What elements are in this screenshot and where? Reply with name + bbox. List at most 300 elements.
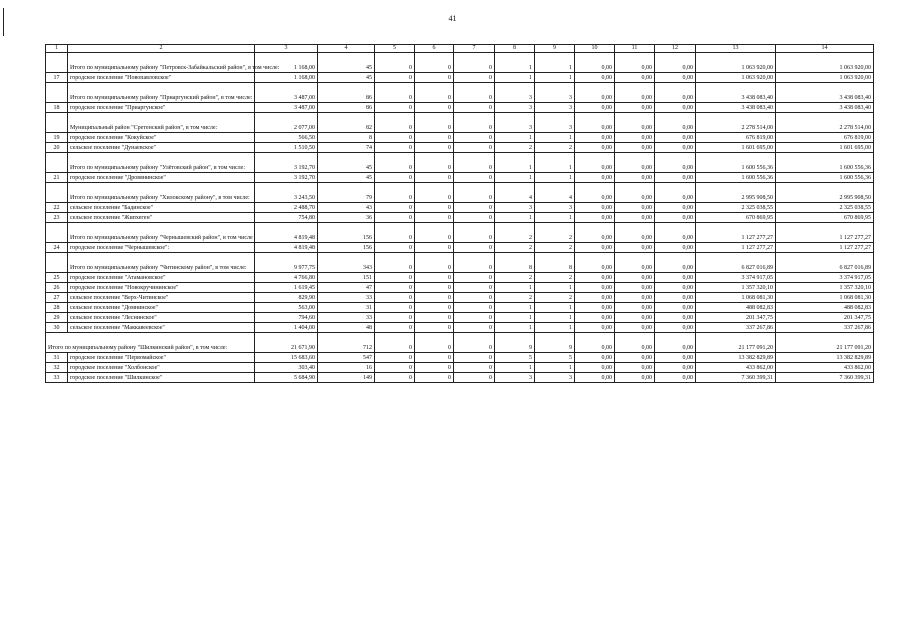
value-cell-c4: 33 bbox=[318, 293, 375, 303]
value-cell-c6: 0 bbox=[415, 253, 454, 273]
table-row bbox=[46, 373, 874, 383]
row-index-cell: 29 bbox=[46, 313, 68, 323]
row-name-cell: Итого по муниципальному району "Приаргунский район", в том числе: bbox=[68, 83, 255, 103]
row-index-cell bbox=[46, 53, 68, 73]
value-cell-c12: 0,00 bbox=[655, 283, 696, 293]
value-cell-c14: 13 382 829,89 bbox=[776, 353, 874, 363]
row-index-cell bbox=[46, 183, 68, 203]
row-name-cell: сельское поселение "Бадинское" bbox=[68, 203, 255, 213]
value-cell-c5: 0 bbox=[375, 153, 415, 173]
value-cell-c14: 488 082,83 bbox=[776, 303, 874, 313]
value-cell-c4: 47 bbox=[318, 283, 375, 293]
value-cell-c11: 0,00 bbox=[615, 153, 655, 173]
value-cell-c3: 9 977,75 bbox=[255, 253, 318, 273]
row-index-cell: 18 bbox=[46, 103, 68, 113]
value-cell-c5: 0 bbox=[375, 133, 415, 143]
value-cell-c11: 0,00 bbox=[615, 373, 655, 383]
row-index-cell: 20 bbox=[46, 143, 68, 153]
value-cell-c13: 6 827 016,89 bbox=[696, 253, 776, 273]
value-cell-c4: 45 bbox=[318, 73, 375, 83]
value-cell-c14: 2 278 514,00 bbox=[776, 113, 874, 133]
value-cell-c13: 2 325 038,55 bbox=[696, 203, 776, 213]
value-cell-c10: 0,00 bbox=[575, 213, 615, 223]
value-cell-c5: 0 bbox=[375, 353, 415, 363]
value-cell-c13: 433 862,00 bbox=[696, 363, 776, 373]
value-cell-c7: 0 bbox=[454, 83, 495, 103]
value-cell-c4: 43 bbox=[318, 203, 375, 213]
value-cell-c6: 0 bbox=[415, 203, 454, 213]
row-index-cell: 28 bbox=[46, 303, 68, 313]
row-name-cell: Итого по муниципальному району "Чернышевский район", в том числе bbox=[68, 223, 255, 243]
value-cell-c12: 0,00 bbox=[655, 303, 696, 313]
value-cell-c5: 0 bbox=[375, 223, 415, 243]
value-cell-c9: 2 bbox=[535, 223, 575, 243]
table-row bbox=[46, 323, 874, 333]
value-cell-c5: 0 bbox=[375, 203, 415, 213]
value-cell-c12: 0,00 bbox=[655, 213, 696, 223]
value-cell-c14: 1 068 081,30 bbox=[776, 293, 874, 303]
column-header: 10 bbox=[575, 45, 615, 53]
value-cell-c7: 0 bbox=[454, 243, 495, 253]
value-cell-c9: 1 bbox=[535, 153, 575, 173]
value-cell-c9: 1 bbox=[535, 283, 575, 293]
column-header: 13 bbox=[696, 45, 776, 53]
value-cell-c4: 79 bbox=[318, 183, 375, 203]
row-name-cell: сельское поселение "Домнинское" bbox=[68, 303, 255, 313]
value-cell-c14: 433 862,00 bbox=[776, 363, 874, 373]
value-cell-c12: 0,00 bbox=[655, 243, 696, 253]
value-cell-c7: 0 bbox=[454, 103, 495, 113]
value-cell-c3: 15 683,60 bbox=[255, 353, 318, 363]
value-cell-c10: 0,00 bbox=[575, 173, 615, 183]
value-cell-c10: 0,00 bbox=[575, 323, 615, 333]
row-name-cell: Итого по муниципальному району "Петровск-Забайкальский район", в том числе: bbox=[68, 53, 255, 73]
value-cell-c13: 1 127 277,27 bbox=[696, 243, 776, 253]
value-cell-c3: 3 487,00 bbox=[255, 83, 318, 103]
value-cell-c3: 566,50 bbox=[255, 133, 318, 143]
value-cell-c5: 0 bbox=[375, 293, 415, 303]
value-cell-c3: 1 404,00 bbox=[255, 323, 318, 333]
value-cell-c11: 0,00 bbox=[615, 253, 655, 273]
value-cell-c8: 1 bbox=[495, 133, 535, 143]
value-cell-c3: 1 168,00 bbox=[255, 53, 318, 73]
value-cell-c6: 0 bbox=[415, 103, 454, 113]
row-index-cell bbox=[46, 113, 68, 133]
value-cell-c14: 1 127 277,27 bbox=[776, 223, 874, 243]
value-cell-c7: 0 bbox=[454, 173, 495, 183]
value-cell-c9: 1 bbox=[535, 303, 575, 313]
value-cell-c10: 0,00 bbox=[575, 143, 615, 153]
value-cell-c4: 156 bbox=[318, 223, 375, 243]
subtotal-row bbox=[46, 83, 874, 103]
value-cell-c3: 3 192,70 bbox=[255, 173, 318, 183]
value-cell-c8: 2 bbox=[495, 243, 535, 253]
value-cell-c3: 1 168,00 bbox=[255, 73, 318, 83]
value-cell-c13: 488 082,83 bbox=[696, 303, 776, 313]
value-cell-c7: 0 bbox=[454, 73, 495, 83]
value-cell-c12: 0,00 bbox=[655, 153, 696, 173]
value-cell-c4: 547 bbox=[318, 353, 375, 363]
value-cell-c12: 0,00 bbox=[655, 143, 696, 153]
value-cell-c4: 343 bbox=[318, 253, 375, 273]
value-cell-c6: 0 bbox=[415, 363, 454, 373]
value-cell-c12: 0,00 bbox=[655, 83, 696, 103]
value-cell-c4: 45 bbox=[318, 53, 375, 73]
subtotal-row bbox=[46, 183, 874, 203]
value-cell-c11: 0,00 bbox=[615, 103, 655, 113]
value-cell-c8: 1 bbox=[495, 283, 535, 293]
value-cell-c10: 0,00 bbox=[575, 363, 615, 373]
value-cell-c14: 337 267,86 bbox=[776, 323, 874, 333]
value-cell-c6: 0 bbox=[415, 283, 454, 293]
value-cell-c10: 0,00 bbox=[575, 73, 615, 83]
value-cell-c9: 1 bbox=[535, 213, 575, 223]
row-index-cell: 32 bbox=[46, 363, 68, 373]
row-name-cell: Итого по муниципальному району "Хилокскому району", в том числе: bbox=[68, 183, 255, 203]
row-index-cell: 30 bbox=[46, 323, 68, 333]
table-row bbox=[46, 143, 874, 153]
value-cell-c11: 0,00 bbox=[615, 143, 655, 153]
value-cell-c13: 3 438 083,40 bbox=[696, 103, 776, 113]
value-cell-c8: 1 bbox=[495, 73, 535, 83]
value-cell-c13: 21 177 091,20 bbox=[696, 333, 776, 353]
row-name-cell: городское поселение "Новокручининское" bbox=[68, 283, 255, 293]
column-header: 7 bbox=[454, 45, 495, 53]
value-cell-c10: 0,00 bbox=[575, 293, 615, 303]
row-index-cell bbox=[46, 223, 68, 243]
row-index-cell: 22 bbox=[46, 203, 68, 213]
value-cell-c5: 0 bbox=[375, 373, 415, 383]
value-cell-c7: 0 bbox=[454, 153, 495, 173]
value-cell-c13: 676 819,00 bbox=[696, 133, 776, 143]
row-index-cell bbox=[46, 253, 68, 273]
value-cell-c8: 2 bbox=[495, 223, 535, 243]
value-cell-c6: 0 bbox=[415, 83, 454, 103]
value-cell-c3: 1 619,45 bbox=[255, 283, 318, 293]
value-cell-c8: 1 bbox=[495, 313, 535, 323]
row-name-cell: Муниципальный район "Сретенский район", в том числе: bbox=[68, 113, 255, 133]
value-cell-c14: 3 374 917,05 bbox=[776, 273, 874, 283]
value-cell-c5: 0 bbox=[375, 273, 415, 283]
column-header: 14 bbox=[776, 45, 874, 53]
row-name-cell: Итого по муниципальному району "Шилкинский район", в том числе: bbox=[46, 333, 255, 353]
value-cell-c6: 0 bbox=[415, 213, 454, 223]
row-index-cell: 17 bbox=[46, 73, 68, 83]
value-cell-c9: 9 bbox=[535, 333, 575, 353]
value-cell-c10: 0,00 bbox=[575, 273, 615, 283]
value-cell-c6: 0 bbox=[415, 313, 454, 323]
value-cell-c9: 3 bbox=[535, 83, 575, 103]
value-cell-c4: 86 bbox=[318, 83, 375, 103]
value-cell-c8: 3 bbox=[495, 113, 535, 133]
row-name-cell: городское поселение "Приаргунское" bbox=[68, 103, 255, 113]
value-cell-c10: 0,00 bbox=[575, 253, 615, 273]
value-cell-c4: 8 bbox=[318, 133, 375, 143]
column-header: 2 bbox=[68, 45, 255, 53]
row-index-cell: 26 bbox=[46, 283, 68, 293]
value-cell-c6: 0 bbox=[415, 143, 454, 153]
value-cell-c6: 0 bbox=[415, 183, 454, 203]
value-cell-c12: 0,00 bbox=[655, 223, 696, 243]
value-cell-c7: 0 bbox=[454, 253, 495, 273]
subtotal-row bbox=[46, 333, 874, 353]
row-name-cell: городское поселение "Атамановское" bbox=[68, 273, 255, 283]
value-cell-c11: 0,00 bbox=[615, 133, 655, 143]
value-cell-c11: 0,00 bbox=[615, 113, 655, 133]
value-cell-c11: 0,00 bbox=[615, 223, 655, 243]
value-cell-c10: 0,00 bbox=[575, 53, 615, 73]
value-cell-c8: 2 bbox=[495, 273, 535, 283]
value-cell-c8: 1 bbox=[495, 153, 535, 173]
value-cell-c12: 0,00 bbox=[655, 203, 696, 213]
value-cell-c11: 0,00 bbox=[615, 183, 655, 203]
value-cell-c3: 4 819,48 bbox=[255, 223, 318, 243]
value-cell-c3: 2 077,00 bbox=[255, 113, 318, 133]
value-cell-c5: 0 bbox=[375, 283, 415, 293]
table-row bbox=[46, 173, 874, 183]
value-cell-c12: 0,00 bbox=[655, 323, 696, 333]
value-cell-c10: 0,00 bbox=[575, 303, 615, 313]
value-cell-c14: 670 869,95 bbox=[776, 213, 874, 223]
value-cell-c6: 0 bbox=[415, 303, 454, 313]
value-cell-c9: 3 bbox=[535, 203, 575, 213]
value-cell-c11: 0,00 bbox=[615, 363, 655, 373]
value-cell-c13: 670 869,95 bbox=[696, 213, 776, 223]
value-cell-c14: 1 063 920,00 bbox=[776, 53, 874, 73]
value-cell-c13: 1 063 920,00 bbox=[696, 73, 776, 83]
value-cell-c3: 3 243,50 bbox=[255, 183, 318, 203]
value-cell-c11: 0,00 bbox=[615, 333, 655, 353]
value-cell-c8: 3 bbox=[495, 373, 535, 383]
value-cell-c10: 0,00 bbox=[575, 333, 615, 353]
subtotal-row bbox=[46, 223, 874, 243]
column-header: 6 bbox=[415, 45, 454, 53]
value-cell-c10: 0,00 bbox=[575, 283, 615, 293]
value-cell-c10: 0,00 bbox=[575, 313, 615, 323]
value-cell-c5: 0 bbox=[375, 173, 415, 183]
value-cell-c12: 0,00 bbox=[655, 73, 696, 83]
value-cell-c6: 0 bbox=[415, 273, 454, 283]
value-cell-c9: 1 bbox=[535, 73, 575, 83]
column-header: 4 bbox=[318, 45, 375, 53]
row-name-cell: городское поселение "Кокуйское" bbox=[68, 133, 255, 143]
value-cell-c6: 0 bbox=[415, 113, 454, 133]
row-name-cell: городское поселение "Холбонское" bbox=[68, 363, 255, 373]
value-cell-c14: 201 347,75 bbox=[776, 313, 874, 323]
value-cell-c3: 3 192,70 bbox=[255, 153, 318, 173]
page-number: 41 bbox=[448, 14, 457, 23]
value-cell-c12: 0,00 bbox=[655, 293, 696, 303]
row-index-cell: 33 bbox=[46, 373, 68, 383]
column-header: 3 bbox=[255, 45, 318, 53]
value-cell-c9: 4 bbox=[535, 183, 575, 203]
table-row bbox=[46, 303, 874, 313]
value-cell-c8: 1 bbox=[495, 323, 535, 333]
table-row bbox=[46, 243, 874, 253]
column-header: 1 bbox=[46, 45, 68, 53]
value-cell-c4: 82 bbox=[318, 113, 375, 133]
value-cell-c9: 2 bbox=[535, 293, 575, 303]
row-name-cell: городское поселение "Дровянинское" bbox=[68, 173, 255, 183]
column-header: 5 bbox=[375, 45, 415, 53]
value-cell-c7: 0 bbox=[454, 323, 495, 333]
value-cell-c5: 0 bbox=[375, 143, 415, 153]
value-cell-c8: 4 bbox=[495, 183, 535, 203]
row-index-cell: 23 bbox=[46, 213, 68, 223]
value-cell-c12: 0,00 bbox=[655, 253, 696, 273]
table-row bbox=[46, 103, 874, 113]
row-name-cell: Итого по муниципальному району "Улётовский район", в том числе: bbox=[68, 153, 255, 173]
row-name-cell: сельское поселение "Верх-Читинское" bbox=[68, 293, 255, 303]
value-cell-c5: 0 bbox=[375, 103, 415, 113]
row-name-cell: сельское поселение "Леснинское" bbox=[68, 313, 255, 323]
value-cell-c7: 0 bbox=[454, 273, 495, 283]
value-cell-c4: 149 bbox=[318, 373, 375, 383]
row-name-cell: Итого по муниципальному району "Читинскому район", в том числе: bbox=[68, 253, 255, 273]
subtotal-row bbox=[46, 153, 874, 173]
value-cell-c6: 0 bbox=[415, 133, 454, 143]
value-cell-c13: 13 382 829,89 bbox=[696, 353, 776, 363]
value-cell-c7: 0 bbox=[454, 283, 495, 293]
table-row bbox=[46, 293, 874, 303]
row-index-cell bbox=[46, 83, 68, 103]
value-cell-c10: 0,00 bbox=[575, 133, 615, 143]
table-row bbox=[46, 273, 874, 283]
row-index-cell: 21 bbox=[46, 173, 68, 183]
value-cell-c8: 1 bbox=[495, 53, 535, 73]
value-cell-c13: 1 600 556,36 bbox=[696, 173, 776, 183]
value-cell-c3: 563,00 bbox=[255, 303, 318, 313]
row-index-cell: 31 bbox=[46, 353, 68, 363]
value-cell-c12: 0,00 bbox=[655, 103, 696, 113]
value-cell-c14: 676 819,00 bbox=[776, 133, 874, 143]
value-cell-c11: 0,00 bbox=[615, 323, 655, 333]
value-cell-c5: 0 bbox=[375, 333, 415, 353]
value-cell-c9: 1 bbox=[535, 323, 575, 333]
row-index-cell bbox=[46, 153, 68, 173]
value-cell-c11: 0,00 bbox=[615, 203, 655, 213]
value-cell-c8: 1 bbox=[495, 303, 535, 313]
value-cell-c7: 0 bbox=[454, 373, 495, 383]
value-cell-c3: 1 510,50 bbox=[255, 143, 318, 153]
value-cell-c14: 2 325 038,55 bbox=[776, 203, 874, 213]
value-cell-c7: 0 bbox=[454, 53, 495, 73]
value-cell-c5: 0 bbox=[375, 253, 415, 273]
value-cell-c4: 86 bbox=[318, 103, 375, 113]
table-row bbox=[46, 353, 874, 363]
value-cell-c5: 0 bbox=[375, 83, 415, 103]
value-cell-c8: 1 bbox=[495, 213, 535, 223]
value-cell-c10: 0,00 bbox=[575, 183, 615, 203]
value-cell-c11: 0,00 bbox=[615, 53, 655, 73]
value-cell-c8: 1 bbox=[495, 363, 535, 373]
value-cell-c6: 0 bbox=[415, 53, 454, 73]
value-cell-c7: 0 bbox=[454, 303, 495, 313]
value-cell-c6: 0 bbox=[415, 293, 454, 303]
value-cell-c3: 303,40 bbox=[255, 363, 318, 373]
value-cell-c11: 0,00 bbox=[615, 243, 655, 253]
value-cell-c7: 0 bbox=[454, 293, 495, 303]
value-cell-c13: 2 278 514,00 bbox=[696, 113, 776, 133]
value-cell-c5: 0 bbox=[375, 243, 415, 253]
value-cell-c13: 1 068 081,30 bbox=[696, 293, 776, 303]
value-cell-c4: 45 bbox=[318, 173, 375, 183]
value-cell-c3: 829,90 bbox=[255, 293, 318, 303]
value-cell-c14: 1 063 920,00 bbox=[776, 73, 874, 83]
column-header: 12 bbox=[655, 45, 696, 53]
row-name-cell: городское поселение "Первомайское" bbox=[68, 353, 255, 363]
row-name-cell: городское поселение "Шилкинское" bbox=[68, 373, 255, 383]
value-cell-c12: 0,00 bbox=[655, 363, 696, 373]
row-index-cell: 27 bbox=[46, 293, 68, 303]
value-cell-c12: 0,00 bbox=[655, 373, 696, 383]
value-cell-c14: 21 177 091,20 bbox=[776, 333, 874, 353]
value-cell-c3: 794,60 bbox=[255, 313, 318, 323]
value-cell-c11: 0,00 bbox=[615, 73, 655, 83]
row-name-cell: сельское поселение "Маккавеевское" bbox=[68, 323, 255, 333]
value-cell-c11: 0,00 bbox=[615, 353, 655, 363]
value-cell-c13: 1 063 920,00 bbox=[696, 53, 776, 73]
value-cell-c4: 45 bbox=[318, 153, 375, 173]
value-cell-c5: 0 bbox=[375, 213, 415, 223]
value-cell-c14: 3 438 083,40 bbox=[776, 83, 874, 103]
value-cell-c12: 0,00 bbox=[655, 273, 696, 283]
value-cell-c9: 1 bbox=[535, 173, 575, 183]
value-cell-c13: 7 360 399,31 bbox=[696, 373, 776, 383]
row-index-cell: 24 bbox=[46, 243, 68, 253]
value-cell-c9: 1 bbox=[535, 53, 575, 73]
row-index-cell: 19 bbox=[46, 133, 68, 143]
value-cell-c5: 0 bbox=[375, 113, 415, 133]
value-cell-c5: 0 bbox=[375, 183, 415, 203]
value-cell-c5: 0 bbox=[375, 53, 415, 73]
column-header: 9 bbox=[535, 45, 575, 53]
value-cell-c9: 1 bbox=[535, 363, 575, 373]
value-cell-c14: 7 360 399,31 bbox=[776, 373, 874, 383]
value-cell-c7: 0 bbox=[454, 133, 495, 143]
value-cell-c6: 0 bbox=[415, 73, 454, 83]
row-name-cell: сельское поселение "Жипхеген" bbox=[68, 213, 255, 223]
value-cell-c6: 0 bbox=[415, 373, 454, 383]
value-cell-c5: 0 bbox=[375, 303, 415, 313]
value-cell-c13: 1 127 277,27 bbox=[696, 223, 776, 243]
value-cell-c4: 48 bbox=[318, 323, 375, 333]
table-row bbox=[46, 313, 874, 323]
value-cell-c7: 0 bbox=[454, 223, 495, 243]
value-cell-c7: 0 bbox=[454, 143, 495, 153]
value-cell-c10: 0,00 bbox=[575, 153, 615, 173]
value-cell-c9: 2 bbox=[535, 143, 575, 153]
value-cell-c7: 0 bbox=[454, 353, 495, 363]
value-cell-c3: 4 819,48 bbox=[255, 243, 318, 253]
value-cell-c6: 0 bbox=[415, 153, 454, 173]
table-row bbox=[46, 73, 874, 83]
value-cell-c9: 5 bbox=[535, 353, 575, 363]
value-cell-c14: 3 438 083,40 bbox=[776, 103, 874, 113]
value-cell-c12: 0,00 bbox=[655, 353, 696, 363]
value-cell-c6: 0 bbox=[415, 353, 454, 363]
table-row bbox=[46, 363, 874, 373]
value-cell-c4: 16 bbox=[318, 363, 375, 373]
value-cell-c14: 1 600 556,36 bbox=[776, 153, 874, 173]
value-cell-c11: 0,00 bbox=[615, 213, 655, 223]
value-cell-c5: 0 bbox=[375, 73, 415, 83]
value-cell-c7: 0 bbox=[454, 113, 495, 133]
value-cell-c8: 2 bbox=[495, 143, 535, 153]
value-cell-c5: 0 bbox=[375, 323, 415, 333]
table-body bbox=[46, 53, 874, 383]
value-cell-c8: 3 bbox=[495, 203, 535, 213]
